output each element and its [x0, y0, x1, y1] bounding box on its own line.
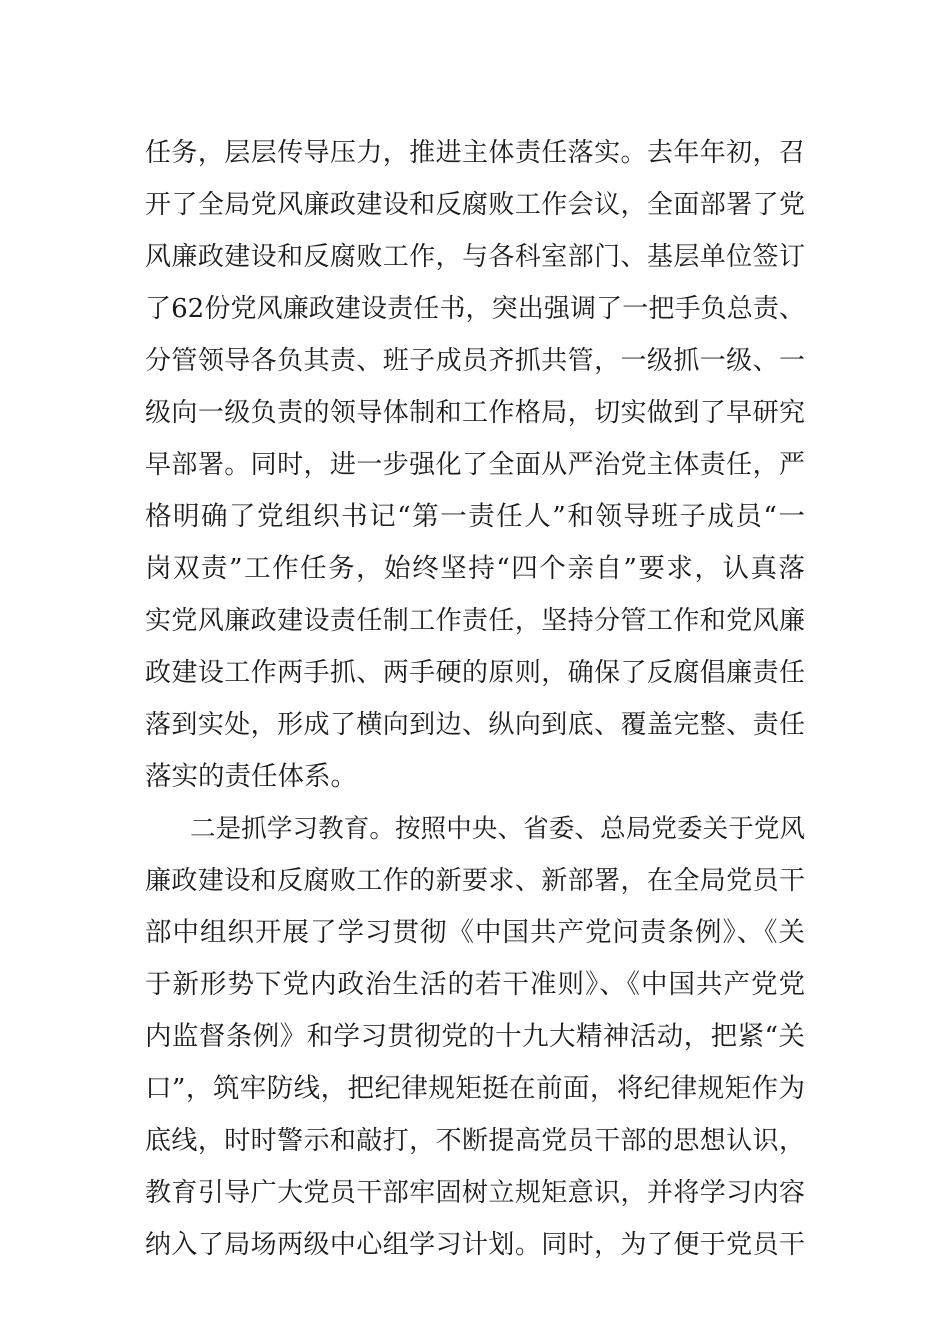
- text-line: 廉政建设和反腐败工作的新要求、新部署，在全局党员干: [145, 866, 805, 896]
- text-line: 口”，筑牢防线，把纪律规矩挺在前面，将纪律规矩作为: [145, 1073, 805, 1104]
- text-line: 落到实处，形成了横向到边、纵向到底、覆盖完整、责任: [145, 710, 805, 740]
- text-line: 级向一级负责的领导体制和工作格局，切实做到了早研究: [145, 398, 805, 428]
- text-line: 风廉政建设和反腐败工作，与各科室部门、基层单位签订: [145, 242, 805, 272]
- text-line: 政建设工作两手抓、两手硬的原则，确保了反腐倡廉责任: [145, 658, 805, 688]
- text-line: 底线，时时警示和敲打，不断提高党员干部的思想认识，: [145, 1126, 805, 1156]
- text-line: 格明确了党组织书记“第一责任人”和领导班子成员“一: [145, 501, 805, 532]
- text-line: 内监督条例》和学习贯彻党的十九大精神活动，把紧“关: [145, 1021, 805, 1052]
- text-line: 早部署。同时，进一步强化了全面从严治党主体责任，严: [145, 450, 805, 480]
- text-line: 纳入了局场两级中心组学习计划。同时，为了便于党员干: [145, 1230, 805, 1260]
- text-line: 分管领导各负其责、班子成员齐抓共管，一级抓一级、一: [145, 346, 805, 376]
- text-line: 部中组织开展了学习贯彻《中国共产党问责条例》、《关: [145, 917, 805, 948]
- text-line: 教育引导广大党员干部牢固树立规矩意识，并将学习内容: [145, 1178, 805, 1208]
- text-line: 了62份党风廉政建设责任书，突出强调了一把手负总责、: [145, 294, 805, 324]
- text-line: 岗双责”工作任务，始终坚持“四个亲自”要求，认真落: [145, 553, 805, 584]
- text-line: 于新形势下党内政治生活的若干准则》、《中国共产党党: [145, 969, 805, 1000]
- paragraph-last-line: 落实的责任体系。: [145, 761, 357, 792]
- text-line: 实党风廉政建设责任制工作责任，坚持分管工作和党风廉: [145, 606, 805, 636]
- text-line: 任务，层层传导压力，推进主体责任落实。去年年初，召: [145, 138, 805, 168]
- paragraph-first-line: 二是抓学习教育。按照中央、省委、总局党委关于党风: [190, 814, 805, 844]
- text-line: 开了全局党风廉政建设和反腐败工作会议，全面部署了党: [145, 190, 805, 220]
